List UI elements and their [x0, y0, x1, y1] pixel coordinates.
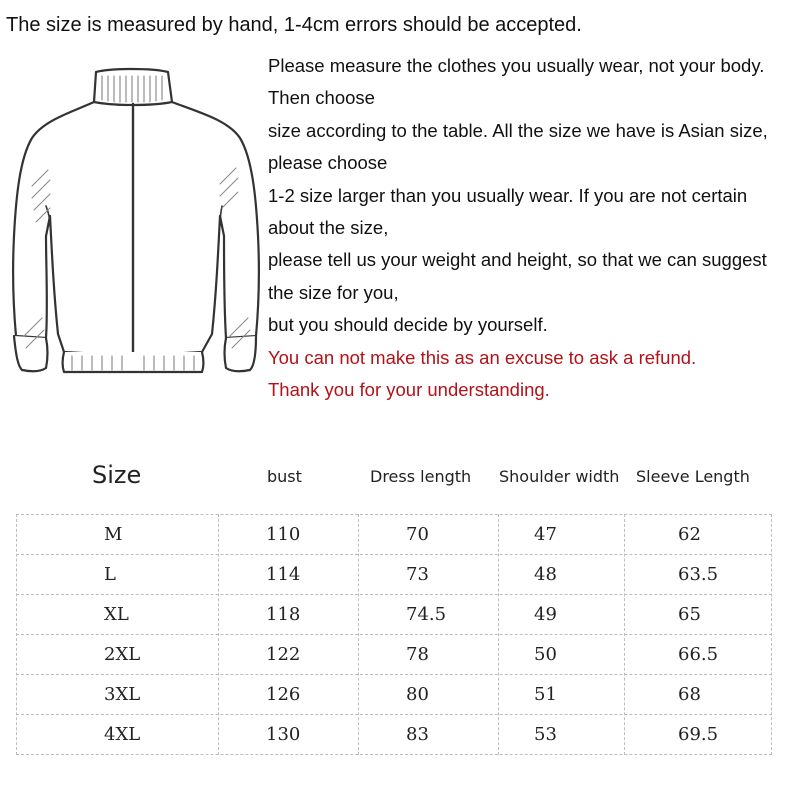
- header-dress-length: Dress length: [370, 467, 472, 486]
- bust-cell: 130: [266, 724, 301, 745]
- bust-cell: 114: [266, 564, 301, 585]
- size-cell: 2XL: [104, 644, 141, 665]
- instruction-line: Please measure the clothes you usually wear, not your body.: [268, 55, 765, 76]
- header-sleeve-length: Sleeve Length: [636, 467, 750, 486]
- sleeve-length-cell: 65: [678, 604, 701, 625]
- dress-length-cell: 70: [406, 524, 429, 545]
- sleeve-length-cell: 66.5: [678, 644, 719, 665]
- instruction-line: the size for you,: [268, 281, 399, 303]
- refund-warning: You can not make this as an excuse to ask a refund.: [268, 346, 697, 368]
- header-size: Size: [92, 461, 142, 489]
- shoulder-width-cell: 51: [534, 684, 557, 705]
- thank-you-note: Thank you for your understanding.: [268, 378, 550, 400]
- measurement-notice: The size is measured by hand, 1-4cm errors should be accepted.: [6, 14, 582, 36]
- instruction-line: please tell us your weight and height, so that we can suggest: [268, 249, 767, 271]
- header-shoulder-width: Shoulder width: [499, 467, 620, 486]
- shoulder-width-cell: 49: [534, 604, 557, 625]
- size-cell: M: [104, 524, 123, 545]
- jacket-illustration: [2, 66, 266, 388]
- dress-length-cell: 74.5: [406, 604, 447, 625]
- bust-cell: 118: [266, 604, 301, 625]
- size-cell: 4XL: [104, 724, 141, 745]
- sleeve-length-cell: 69.5: [678, 724, 719, 745]
- table-row: [0, 715, 800, 755]
- instruction-line: Then choose: [268, 87, 375, 109]
- instruction-line: 1-2 size larger than you usually wear. If you are not certain: [268, 184, 748, 206]
- shoulder-width-cell: 48: [534, 564, 557, 585]
- dress-length-cell: 78: [406, 644, 429, 665]
- table-row: [0, 675, 800, 715]
- table-row: [0, 595, 800, 635]
- bust-cell: 110: [266, 524, 301, 545]
- instruction-line: but you should decide by yourself.: [268, 314, 548, 336]
- instruction-line: please choose: [268, 152, 388, 174]
- sleeve-length-cell: 63.5: [678, 564, 719, 585]
- size-cell: L: [104, 564, 116, 585]
- dress-length-cell: 73: [406, 564, 429, 585]
- shoulder-width-cell: 50: [534, 644, 557, 665]
- sleeve-length-cell: 68: [678, 684, 701, 705]
- instruction-line: about the size,: [268, 216, 389, 238]
- table-row: [0, 555, 800, 595]
- dress-length-cell: 80: [406, 684, 429, 705]
- size-cell: 3XL: [104, 684, 141, 705]
- dress-length-cell: 83: [406, 724, 429, 745]
- shoulder-width-cell: 47: [534, 524, 557, 545]
- sleeve-length-cell: 62: [678, 524, 701, 545]
- instruction-line: size according to the table. All the size we have is Asian size,: [268, 119, 768, 141]
- header-bust: bust: [267, 467, 302, 486]
- shoulder-width-cell: 53: [534, 724, 557, 745]
- table-row: [0, 515, 800, 555]
- size-instructions: [268, 50, 798, 406]
- bust-cell: 122: [266, 644, 301, 665]
- size-cell: XL: [104, 604, 129, 625]
- size-table-header: [0, 455, 800, 495]
- bust-cell: 126: [266, 684, 301, 705]
- table-row: [0, 635, 800, 675]
